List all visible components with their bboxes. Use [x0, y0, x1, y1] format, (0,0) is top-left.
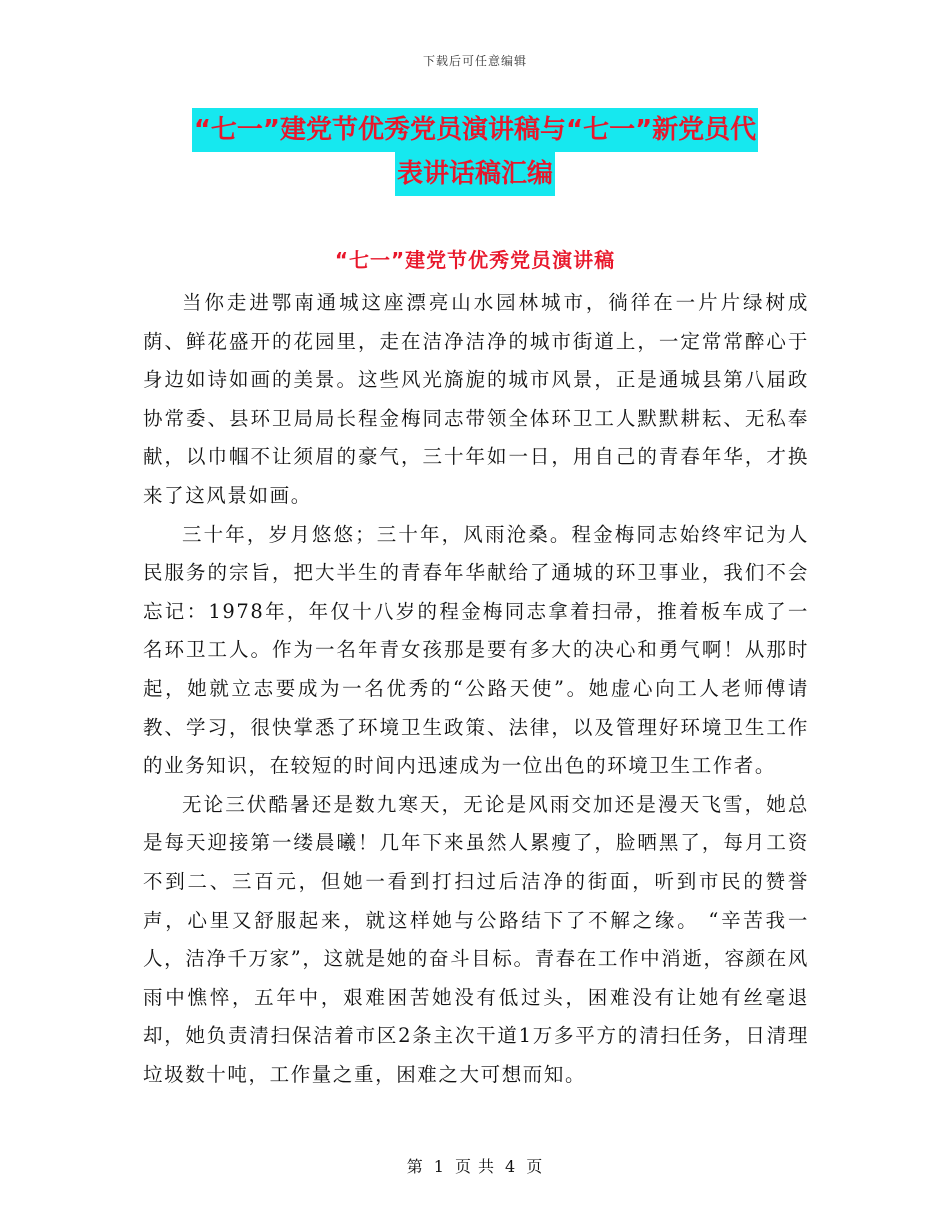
document-title-line-2: 表讲话稿汇编 [395, 152, 555, 196]
document-title-line-1: “七一”建党节优秀党员演讲稿与“七一”新党员代 [192, 108, 758, 152]
footer-suffix: 页 [526, 1157, 544, 1176]
section-title: “七一”建党节优秀党员演讲稿 [334, 248, 616, 272]
footer-current-page: 1 [433, 1157, 445, 1176]
footer-prefix: 第 [406, 1157, 424, 1176]
paragraph: 三十年，岁月悠悠；三十年，风雨沧桑。程金梅同志始终牢记为人民服务的宗旨，把大半生的青春年华献给了通城的环卫事业，我们不会忘记：1978年，年仅十八岁的程金梅同志拿着扫帚，推着板车成了一名环卫工人。作为一名年青女孩那是要有多大的决心和勇气啊！从那时起，她就立志要成为一名优秀的“公路天使”。她虚心向工人老师傅请教、学习，很快掌悉了环境卫生政策、法律，以及管理好环境卫生工作的业务知识，在较短的时间内迅速成为一位出色的环境卫生工作者。 [143, 522, 809, 778]
document-title [0, 108, 950, 196]
footer-middle: 页 共 [454, 1157, 496, 1176]
document-body [143, 284, 809, 1094]
paragraph: 当你走进鄂南通城这座漂亮山水园林城市，徜徉在一片片绿树成荫、鲜花盛开的花园里，走在洁净洁净的城市街道上，一定常常醉心于身边如诗如画的美景。这些风光旖旎的城市风景，正是通城县第八届政协常委、县环卫局局长程金梅同志带领全体环卫工人默默耕耘、无私奉献，以巾帼不让须眉的豪气，三十年如一日，用自己的青春年华，才换来了这风景如画。 [143, 291, 809, 507]
header-note: 下载后可任意编辑 [422, 54, 527, 68]
page-footer [0, 1154, 950, 1177]
paragraph: 无论三伏酷暑还是数九寒天，无论是风雨交加还是漫天飞雪，她总是每天迎接第一缕晨曦！几年下来虽然人累瘦了，脸晒黑了，每月工资不到二、三百元，但她一看到打扫过后洁净的街面，听到市民的赞誉声，心里又舒服起来，就这样她与公路结下了不解之缘。 “辛苦我一人，洁净千万家”，这就是她的奋斗目标。青春在工作中消逝，容颜在风雨中憔悴，五年中，艰难困苦她没有低过头，困难没有让她有丝毫退却，她负责清扫保洁着市区2条主次干道1万多平方的清扫任务，日清理垃圾数十吨，工作量之重，困难之大可想而知。 [143, 792, 809, 1086]
footer-total-pages: 4 [505, 1157, 517, 1176]
